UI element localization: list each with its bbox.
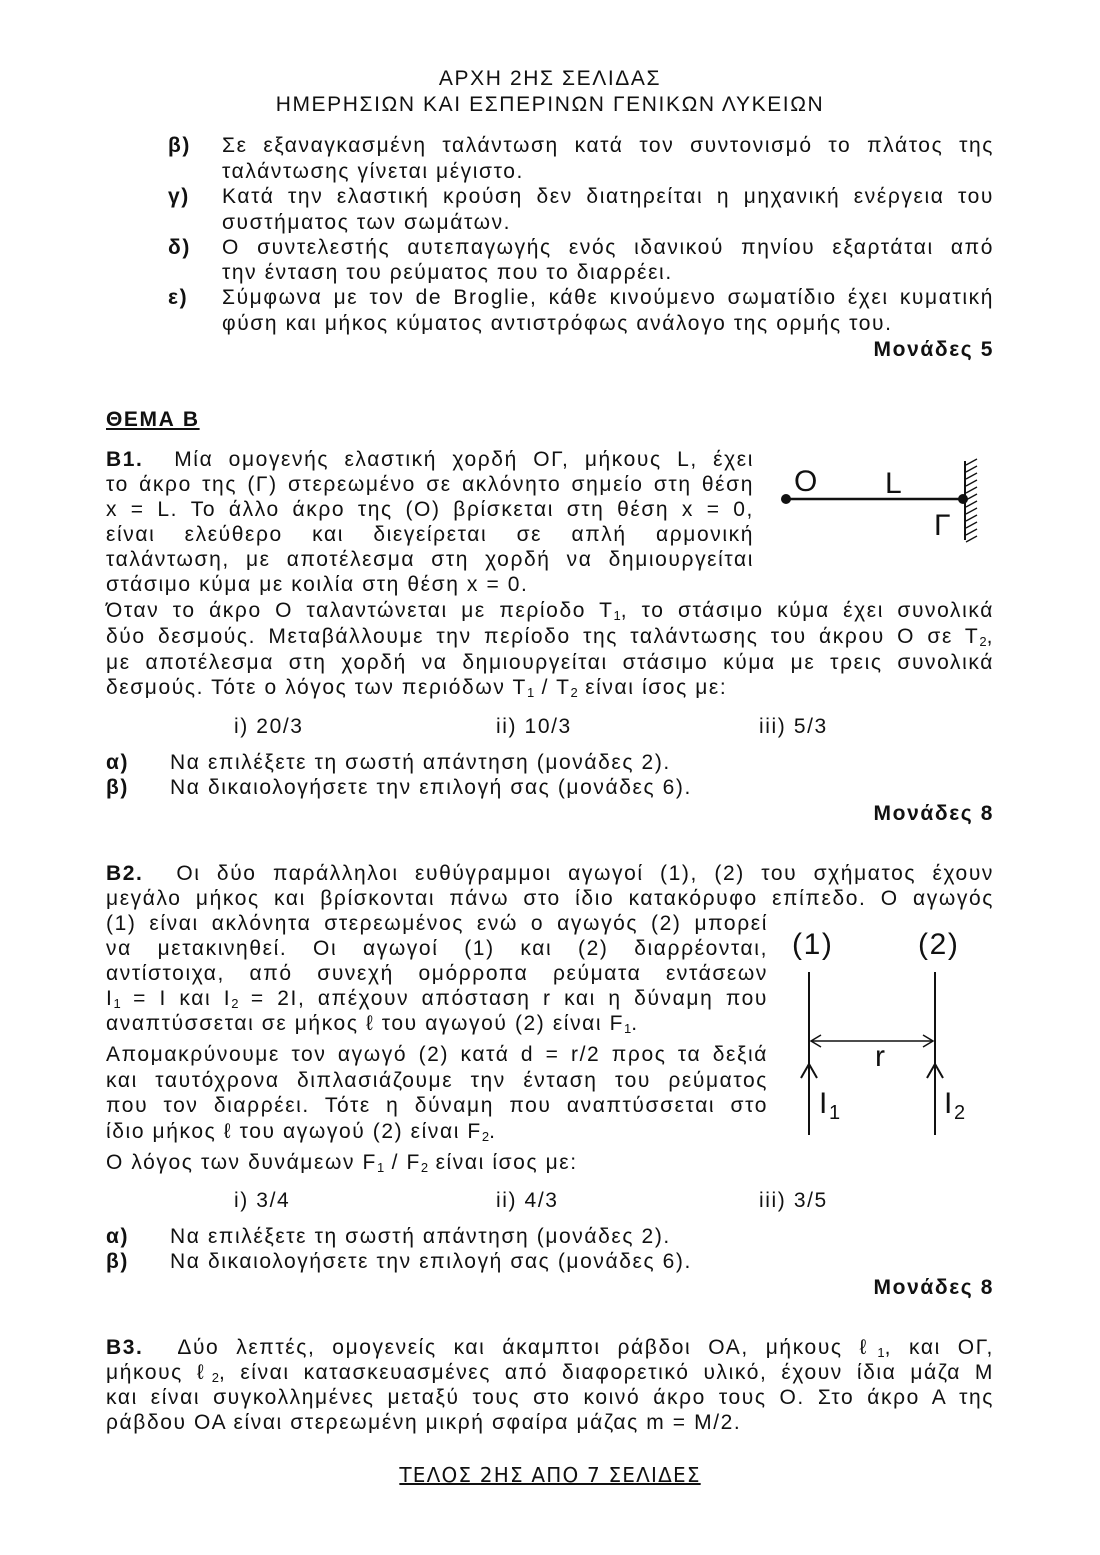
- b2-line: να μετακινηθεί. Οι αγωγοί (1) και (2) διαρρέονται,: [106, 937, 768, 960]
- subquestion-text: Να δικαιολογήσετε την επιλογή σας (μονάδες 6).: [170, 776, 692, 799]
- current-label-1: $I_1$: [819, 1087, 842, 1124]
- b2-line: που τον διαρρέει. Τότε η δύναμη που αναπτύσσεται στο: [106, 1094, 768, 1117]
- b2-line: Β2. Οι δύο παράλληλοι ευθύγραμμοι αγωγοί (1), (2) του σχήματος έχουν: [106, 862, 995, 885]
- label-L: L: [885, 467, 904, 500]
- item-label: β): [168, 134, 192, 157]
- b1-text: Μία ομογενής ελαστική χορδή ΟΓ, μήκους L, έχει: [174, 448, 754, 471]
- item-label: ε): [168, 286, 189, 309]
- page-header-line2: ΗΜΕΡΗΣΙΩΝ ΚΑΙ ΕΣΠΕΡΙΝΩΝ ΓΕΝΙΚΩΝ ΛΥΚΕΙΩΝ: [275, 93, 825, 116]
- marks-b2: Μονάδες 8: [873, 1276, 994, 1299]
- subquestion-text: Να επιλέξετε τη σωστή απάντηση (μονάδες 2).: [170, 1225, 671, 1248]
- conductors-figure: [780, 920, 980, 1140]
- b1-line: δεσμούς. Τότε ο λόγος των περιόδων $T_1 / T_2$ είναι ίσος με:: [106, 676, 728, 700]
- subquestion-text: Να δικαιολογήσετε την επιλογή σας (μονάδες 6).: [170, 1250, 692, 1273]
- b2-line: μεγάλο μήκος και βρίσκονται πάνω στο ίδιο κατακόρυφο επίπεδο. Ο αγωγός: [106, 887, 994, 910]
- b2-line: Απομακρύνουμε τον αγωγό (2) κατά d = r/2 προς τα δεξιά: [106, 1043, 768, 1066]
- question-label: Β1.: [106, 448, 144, 471]
- b1-line: x = L. Το άλλο άκρο της (Ο) βρίσκεται στη θέση x = 0,: [106, 498, 754, 521]
- string-figure: [770, 455, 990, 550]
- item-text: Σύμφωνα με τον de Broglie, κάθε κινούμενο σωματίδιο έχει κυματική: [222, 286, 994, 309]
- current-label-2: $I_2$: [944, 1087, 967, 1124]
- item-text: Σε εξαναγκασμένη ταλάντωση κατά τον συντονισμό το πλάτος της: [222, 134, 994, 157]
- marks-theme-a: Μονάδες 5: [873, 338, 994, 361]
- distance-label: r: [875, 1040, 887, 1073]
- b2-line: (1) είναι ακλόνητα στερεωμένος ενώ ο αγωγός (2) μπορεί: [106, 912, 768, 935]
- item-text: φύση και μήκος κύματος αντιστρόφως ανάλογο της ορμής του.: [222, 312, 893, 335]
- question-label: Β2.: [106, 862, 144, 885]
- label-O: O: [794, 465, 819, 498]
- b2-line: αναπτύσσεται σε μήκος ℓ του αγωγού (2) είναι $F_1$.: [106, 1012, 639, 1036]
- item-text: την ένταση του ρεύματος που το διαρρέει.: [222, 261, 673, 284]
- subquestion-label: β): [106, 1250, 130, 1273]
- item-label: δ): [168, 236, 191, 259]
- item-label: γ): [168, 185, 190, 208]
- option-iii: iii) 5/3: [759, 715, 828, 738]
- subquestion-label: α): [106, 1225, 130, 1248]
- b3-line: Β3. Δύο λεπτές, ομογενείς και άκαμπτοι ράβδοι ΟΑ, μήκους ℓ$_1$, και ΟΓ,: [106, 1336, 994, 1360]
- b1-line: με αποτέλεσμα στη χορδή να δημιουργείται στάσιμο κύμα με τρεις συνολικά: [106, 651, 994, 674]
- conductor-1-label: (1): [792, 928, 834, 961]
- b1-line: το άκρο της (Γ) στερεωμένο σε ακλόνητο σημείο στη θέση: [106, 473, 754, 496]
- marks-b1: Μονάδες 8: [873, 802, 994, 825]
- page-header-line1: ΑΡΧΗ 2ΗΣ ΣΕΛΙΔΑΣ: [438, 67, 662, 90]
- label-G: Γ: [934, 509, 953, 542]
- conductor-2-label: (2): [918, 928, 960, 961]
- option-iii: iii) 3/5: [759, 1189, 828, 1212]
- b1-line: Όταν το άκρο Ο ταλαντώνεται με περίοδο $T_1$, το στάσιμο κύμα έχει συνολικά: [106, 599, 994, 623]
- b2-line: $I_1 = I$ και $I_2 = 2I$, απέχουν απόσταση r και η δύναμη που: [106, 987, 768, 1011]
- page-footer: ΤΕΛΟΣ 2ΗΣ ΑΠΟ 7 ΣΕΛΙΔΕΣ: [399, 1463, 701, 1487]
- option-i: i) 3/4: [234, 1189, 291, 1212]
- subquestion-label: β): [106, 776, 130, 799]
- b1-line: δύο δεσμούς. Μεταβάλλουμε την περίοδο της ταλάντωσης του άκρου Ο σε $T_2$,: [106, 625, 994, 649]
- item-text: συστήματος των σωμάτων.: [222, 211, 512, 234]
- b1-line: είναι ελεύθερο και διεγείρεται σε απλή αρμονική: [106, 523, 754, 546]
- subquestion-label: α): [106, 751, 130, 774]
- b3-line: μήκους ℓ$_2$, είναι κατασκευασμένες από διαφορετικό υλικό, έχουν ίδια μάζα Μ: [106, 1361, 994, 1385]
- b2-line: αντίστοιχα, από συνεχή ομόρροπα ρεύματα εντάσεων: [106, 962, 768, 985]
- b2-line: ίδιο μήκος ℓ του αγωγού (2) είναι $F_2$.: [106, 1120, 497, 1144]
- option-ii: ii) 10/3: [496, 715, 572, 738]
- b1-line: ταλάντωση, με αποτέλεσμα στη χορδή να δημιουργείται: [106, 548, 754, 571]
- option-ii: ii) 4/3: [496, 1189, 559, 1212]
- b2-line: Ο λόγος των δυνάμεων $F_1 / F_2$ είναι ίσος με:: [106, 1151, 578, 1175]
- item-text: Κατά την ελαστική κρούση δεν διατηρείται η μηχανική ενέργεια του: [222, 185, 994, 208]
- item-text: Ο συντελεστής αυτεπαγωγής ενός ιδανικού πηνίου εξαρτάται από: [222, 236, 994, 259]
- option-i: i) 20/3: [234, 715, 304, 738]
- b3-line: ράβδου ΟΑ είναι στερεωμένη μικρή σφαίρα μάζας m = M/2.: [106, 1411, 742, 1434]
- section-title: ΘΕΜΑ Β: [106, 408, 200, 431]
- subquestion-text: Να επιλέξετε τη σωστή απάντηση (μονάδες 2).: [170, 751, 671, 774]
- b1-line: στάσιμο κύμα με κοιλία στη θέση x = 0.: [106, 573, 529, 596]
- item-text: ταλάντωσης γίνεται μέγιστο.: [222, 160, 524, 183]
- question-label: Β3.: [106, 1336, 144, 1359]
- b3-line: και είναι συγκολλημένες μεταξύ τους στο κοινό άκρο τους Ο. Στο άκρο Α της: [106, 1386, 994, 1409]
- b1-line: [106, 447, 754, 473]
- b2-line: και ταυτόχρονα διπλασιάζουμε την ένταση του ρεύματος: [106, 1069, 768, 1092]
